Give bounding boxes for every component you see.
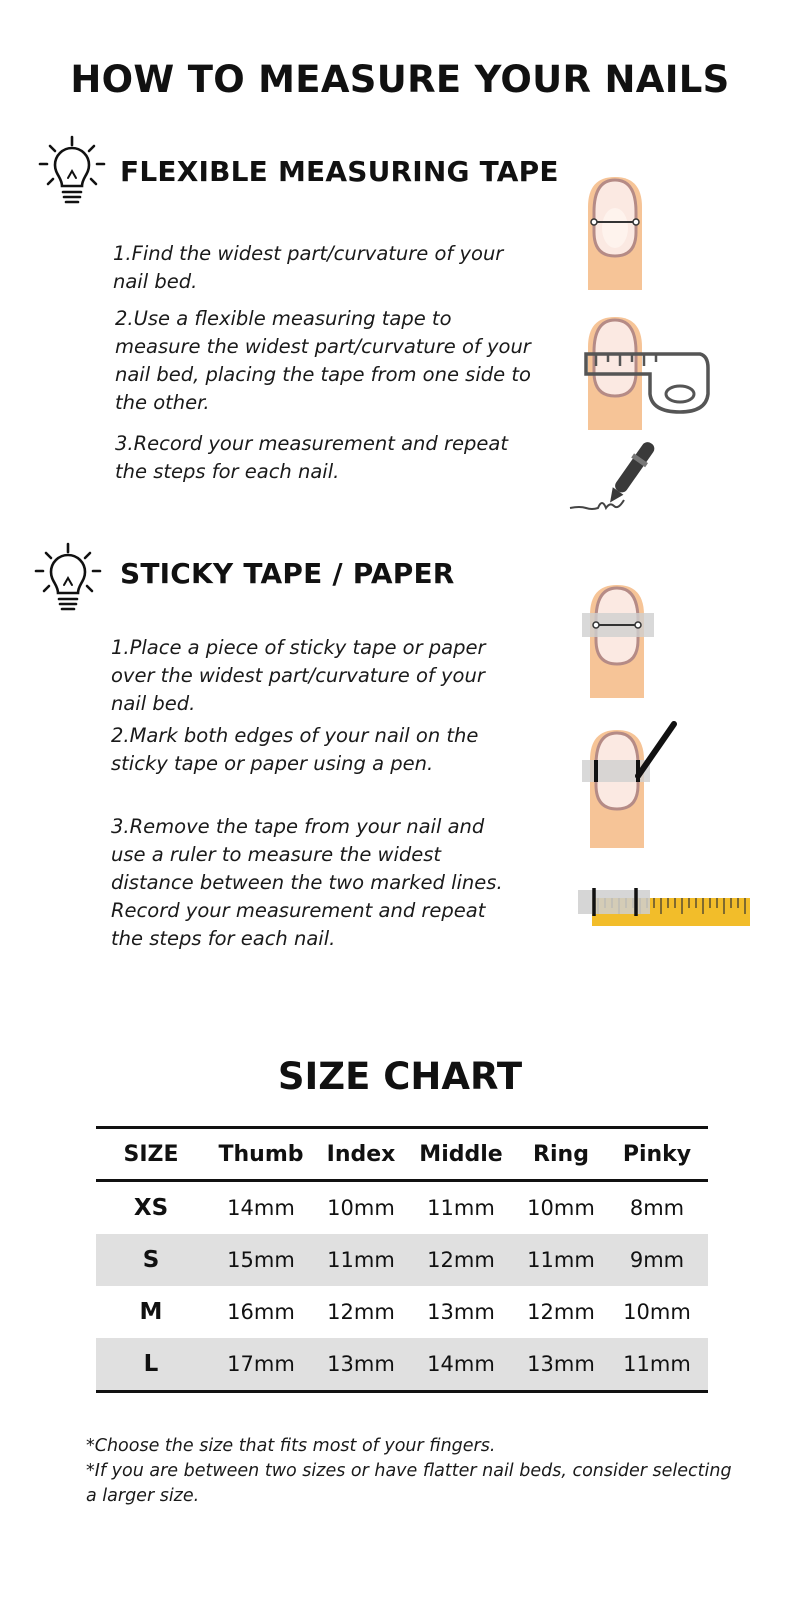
table-header: Pinky bbox=[606, 1128, 708, 1181]
table-cell: 12mm bbox=[527, 1300, 595, 1324]
table-cell: 13mm bbox=[516, 1338, 606, 1392]
page-title: HOW TO MEASURE YOUR NAILS bbox=[70, 58, 730, 101]
footnote: *If you are between two sizes or have flatter nail beds, consider selecting a larger size. bbox=[86, 1461, 732, 1506]
size-cell: XS bbox=[133, 1195, 169, 1221]
marking-pen-illustration bbox=[578, 720, 693, 850]
table-cell: 12mm bbox=[327, 1300, 395, 1324]
size-cell: M bbox=[139, 1299, 163, 1325]
table-cell: 11mm bbox=[606, 1338, 708, 1392]
step-text: 3.Record your measurement and repeat the steps for each nail. bbox=[115, 432, 508, 483]
table-header: Middle bbox=[406, 1128, 516, 1181]
step-text: 2.Use a flexible measuring tape to measure the widest part/curvature of your nail bed, placing the tape from one side to the other. bbox=[115, 307, 531, 414]
size-cell: S bbox=[96, 1234, 206, 1286]
ruler-icon bbox=[578, 884, 753, 936]
table-header: Ring bbox=[516, 1128, 606, 1181]
table-row bbox=[96, 1234, 708, 1286]
pen-icon bbox=[568, 436, 668, 518]
sticky-tape-finger-illustration bbox=[578, 580, 658, 700]
table-header: Index bbox=[316, 1128, 406, 1181]
lightbulb-icon bbox=[33, 541, 103, 616]
finger-measure-illustration bbox=[580, 172, 650, 292]
table-cell: 10mm bbox=[327, 1196, 395, 1220]
table-cell: 13mm bbox=[427, 1300, 495, 1324]
table-cell: 12mm bbox=[406, 1234, 516, 1286]
table-cell: 11mm bbox=[316, 1234, 406, 1286]
table-cell: 14mm bbox=[227, 1196, 295, 1220]
table-cell: 11mm bbox=[427, 1196, 495, 1220]
section-title-sticky-tape: STICKY TAPE / PAPER bbox=[120, 557, 455, 590]
table-cell: 17mm bbox=[206, 1338, 316, 1392]
size-chart-title: SIZE CHART bbox=[277, 1055, 523, 1098]
lightbulb-icon bbox=[37, 134, 107, 209]
table-cell: 14mm bbox=[406, 1338, 516, 1392]
table-cell: 16mm bbox=[227, 1300, 295, 1324]
table-header-row bbox=[96, 1128, 708, 1181]
table-cell: 9mm bbox=[606, 1234, 708, 1286]
section-title-flexible-tape: FLEXIBLE MEASURING TAPE bbox=[120, 155, 559, 188]
table-cell: 13mm bbox=[316, 1338, 406, 1392]
step-text: 2.Mark both edges of your nail on the sticky tape or paper using a pen. bbox=[111, 724, 479, 775]
table-cell: 15mm bbox=[206, 1234, 316, 1286]
step-text: 1.Place a piece of sticky tape or paper over the widest part/curvature of your nail bed. bbox=[111, 636, 486, 715]
table-row bbox=[96, 1181, 708, 1235]
table-cell: 11mm bbox=[516, 1234, 606, 1286]
table-row bbox=[96, 1286, 708, 1338]
footnote: *Choose the size that fits most of your fingers. bbox=[86, 1436, 496, 1456]
table-cell: 10mm bbox=[623, 1300, 691, 1324]
step-text: 3.Remove the tape from your nail and use a ruler to measure the widest distance between the two marked lines. Record your measurement and repeat the steps for each nail. bbox=[111, 815, 503, 950]
size-cell: L bbox=[96, 1338, 206, 1392]
table-header: Thumb bbox=[206, 1128, 316, 1181]
table-header: SIZE bbox=[96, 1128, 206, 1181]
table-cell: 8mm bbox=[629, 1196, 685, 1220]
tape-measure-illustration bbox=[580, 312, 730, 432]
table-cell: 10mm bbox=[527, 1196, 595, 1220]
step-text: 1.Find the widest part/curvature of your nail bed. bbox=[113, 242, 504, 293]
table-row bbox=[96, 1338, 708, 1392]
size-chart-table bbox=[96, 1126, 708, 1393]
